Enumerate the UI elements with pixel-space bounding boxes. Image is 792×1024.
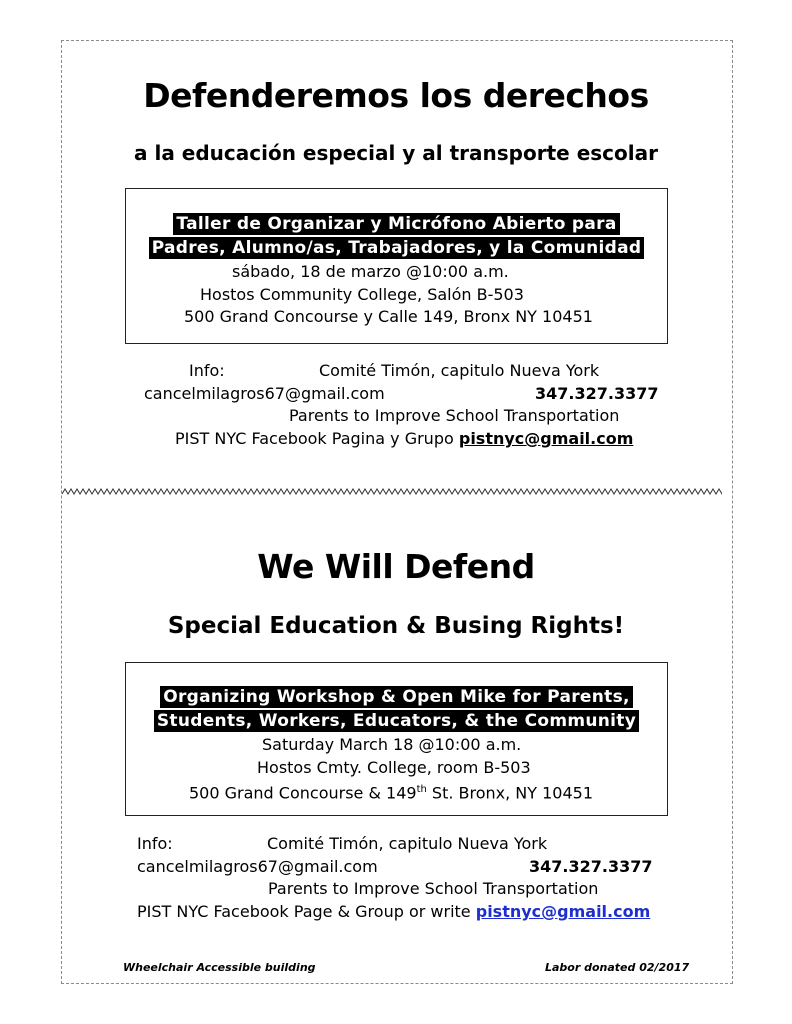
cut-line-divider xyxy=(62,487,722,497)
english-banner-line1: Organizing Workshop & Open Mike for Parents, xyxy=(160,686,633,708)
spanish-banner-line1: Taller de Organizar y Micrófono Abierto para xyxy=(173,213,619,235)
footer-labor-donated: Labor donated 02/2017 xyxy=(545,961,690,974)
english-banner-line2: Students, Workers, Educators, & the Community xyxy=(154,710,639,732)
english-email[interactable]: cancelmilagros67@gmail.com xyxy=(137,857,378,876)
spanish-group: Parents to Improve School Transportation xyxy=(289,406,620,425)
english-org: Comité Timón, capitulo Nueva York xyxy=(267,834,548,853)
spanish-info-label: Info: xyxy=(189,361,225,380)
english-date: Saturday March 18 @10:00 a.m. xyxy=(262,735,522,754)
spanish-facebook: PIST NYC Facebook Pagina y Grupo xyxy=(175,429,454,448)
spanish-phone[interactable]: 347.327.3377 xyxy=(535,384,659,403)
english-venue: Hostos Cmty. College, room B-503 xyxy=(257,758,531,777)
spanish-subtitle: a la educación especial y al transporte escolar xyxy=(134,141,658,165)
english-facebook: PIST NYC Facebook Page & Group or write xyxy=(137,902,471,921)
english-phone[interactable]: 347.327.3377 xyxy=(529,857,653,876)
spanish-email[interactable]: cancelmilagros67@gmail.com xyxy=(144,384,385,403)
spanish-org: Comité Timón, capitulo Nueva York xyxy=(319,361,600,380)
spanish-address: 500 Grand Concourse y Calle 149, Bronx NY 10451 xyxy=(184,307,593,326)
spanish-date: sábado, 18 de marzo @10:00 a.m. xyxy=(232,262,509,281)
english-group: Parents to Improve School Transportation xyxy=(268,879,599,898)
spanish-title: Defenderemos los derechos xyxy=(143,76,649,115)
footer-accessibility: Wheelchair Accessible building xyxy=(123,961,316,974)
english-address: 500 Grand Concourse & 149th St. Bronx, NY 10451 xyxy=(189,783,594,803)
spanish-fb-email-link[interactable]: pistnyc@gmail.com xyxy=(458,429,634,448)
english-fb-email-link[interactable]: pistnyc@gmail.com xyxy=(475,902,651,921)
english-title: We Will Defend xyxy=(257,547,535,586)
english-info-label: Info: xyxy=(137,834,173,853)
spanish-venue: Hostos Community College, Salón B-503 xyxy=(200,285,524,304)
spanish-banner-line2: Padres, Alumno/as, Trabajadores, y la Comunidad xyxy=(149,237,645,259)
english-subtitle: Special Education & Busing Rights! xyxy=(167,613,625,639)
